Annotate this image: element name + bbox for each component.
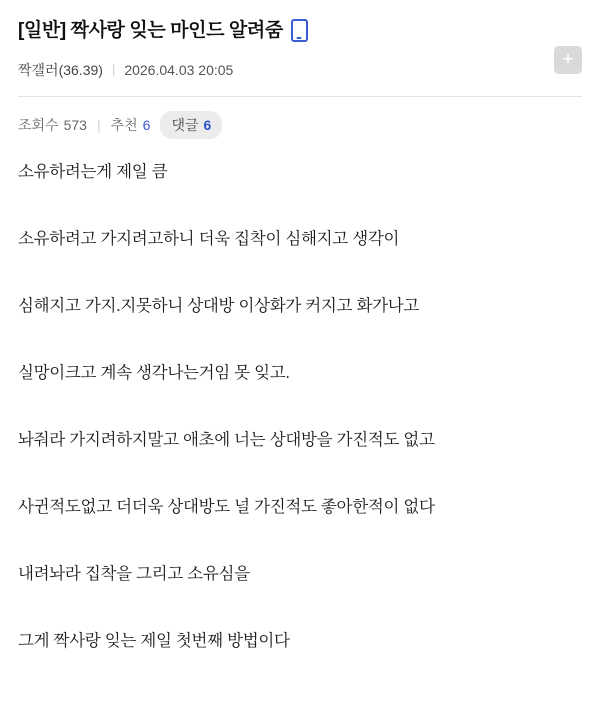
post-paragraph: 심해지고 가지.지못하니 상대방 이상화가 커지고 화가나고 — [18, 296, 420, 315]
recommend-count-label: 추천 — [110, 116, 138, 133]
post-paragraph: 그게 짝사랑 잊는 제일 첫번째 방법이다 — [18, 632, 290, 651]
view-count-label: 조회수 — [18, 116, 59, 133]
page-title: [일반] 짝사랑 잊는 마인드 알려줌 — [18, 20, 283, 41]
post-paragraph: 소유하려고 가지려고하니 더욱 집착이 심해지고 생각이 — [18, 229, 400, 248]
post-title-row — [18, 18, 582, 44]
plus-icon: + — [562, 49, 574, 70]
post-paragraph: 소유하려는게 제일 큼 — [18, 162, 168, 181]
header-divider — [18, 96, 582, 97]
comment-count-value: 6 — [203, 116, 212, 133]
view-count-value: 573 — [63, 116, 87, 133]
author-name[interactable]: 짝갤러(36.39) — [18, 61, 103, 78]
post-header — [0, 0, 600, 97]
post-paragraph: 실망이크고 계속 생각나는거임 못 잊고. — [18, 363, 290, 382]
comment-count-badge[interactable] — [160, 111, 222, 139]
post-paragraph: 사귄적도없고 더더욱 상대방도 널 가진적도 좋아한적이 없다 — [18, 498, 435, 517]
meta-divider: | — [111, 62, 116, 78]
post-paragraph: 내려놔라 집착을 그리고 소유심을 — [18, 565, 250, 584]
stats-divider: | — [96, 116, 101, 133]
view-count — [18, 115, 87, 135]
recommend-count — [111, 115, 151, 135]
add-button[interactable] — [554, 46, 582, 74]
post-date: 2026.04.03 20:05 — [124, 61, 234, 78]
post-content — [0, 139, 600, 654]
recommend-count-value: 6 — [142, 116, 151, 133]
post-meta — [18, 60, 582, 80]
comment-count-label: 댓글 — [171, 116, 199, 133]
post-paragraph: 놔줘라 가지려하지말고 애초에 너는 상대방을 가진적도 없고 — [18, 431, 435, 450]
mobile-phone-icon — [291, 19, 308, 42]
post-stats — [0, 97, 600, 139]
